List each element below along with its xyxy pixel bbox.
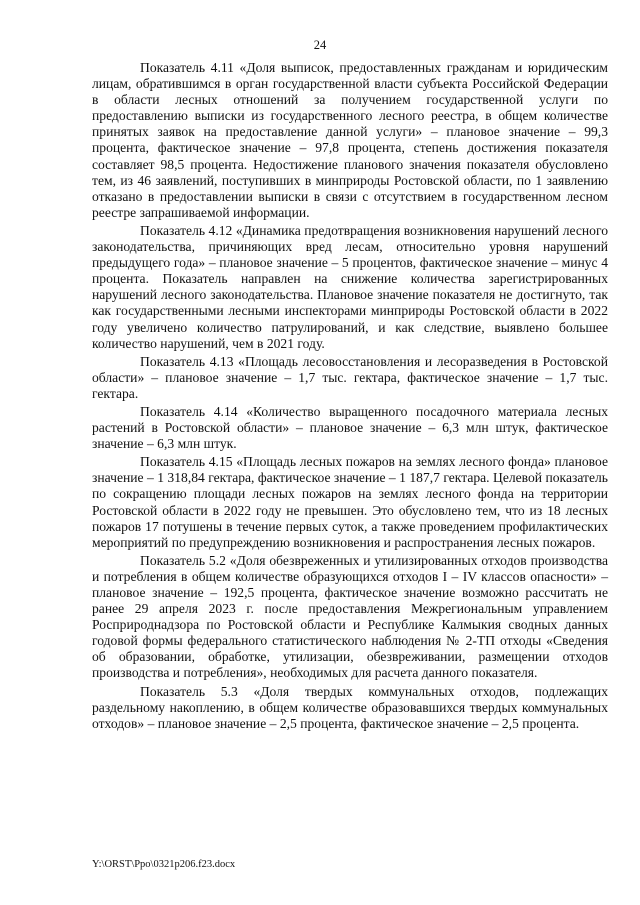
paragraph-indicator-4-11: Показатель 4.11 «Доля выписок, предоставленных гражданам и юридическим лицам, обратившимся в орган государственной власти субъекта Российской Федерации в области лесных отношений за получением государственной услуги по предоставлению выписки из государственного лесного реестра, в общем количестве принятых заявок на предоставление данной услуги» – плановое значение – 99,3 процента, фактическое значение – 97,8 процента, степень достижения показателя составляет 98,5 процента. Недостижение планового значения показателя обусловлено тем, из 46 заявлений, поступивших в минприроды Ростовской области, по 1 заявлению отказано в предоставлении выписки в связи с отсутствием в государственном лесном реестре запрашиваемой информации. [92, 60, 608, 220]
paragraph-indicator-4-12: Показатель 4.12 «Динамика предотвращения возникновения нарушений лесного законодательства, причиняющих вред лесам, относительно уровня нарушений предыдущего года» – плановое значение – 5 процентов, фактическое значение – минус 4 процента. Показатель направлен на снижение количества зарегистрированных нарушений лесного законодательства. Плановое значение показателя не достигнуто, так как государственными лесными инспекторами минприроды Ростовской области в 2022 году увеличено количество патрулирований, и как следствие, выявлено большее количество нарушений, чем в 2021 году. [92, 222, 608, 351]
paragraph-indicator-5-2: Показатель 5.2 «Доля обезвреженных и утилизированных отходов производства и потребления в общем количестве образующихся отходов I – IV классов опасности» – плановое значение – 192,5 процента, фактическое значение возможно рассчитать не ранее 29 апреля 2023 г. после предоставления Межрегиональным управлением Росприроднадзора по Ростовской области и Республике Калмыкия сводных данных годовой формы федерального статистического наблюдения № 2-ТП отходы «Сведения об образовании, обработке, утилизации, обезвреживании, размещении отходов производства и потребления», необходимых для расчета данного показателя. [92, 552, 608, 681]
paragraph-indicator-4-13: Показатель 4.13 «Площадь лесовосстановления и лесоразведения в Ростовской области» – плановое значение – 1,7 тыс. гектара, фактическое значение – 1,7 тыс. гектара. [92, 353, 608, 401]
page-number: 24 [313, 38, 327, 52]
document-body [92, 60, 608, 734]
paragraph-indicator-4-14: Показатель 4.14 «Количество выращенного посадочного материала лесных растений в Ростовской области» – плановое значение – 6,3 млн штук, фактическое значение – 6,3 млн штук. [92, 403, 608, 452]
footer-file-path: Y:\ORST\Ppo\0321p206.f23.docx [92, 859, 236, 870]
paragraph-indicator-4-15: Показатель 4.15 «Площадь лесных пожаров на землях лесного фонда» плановое значение – 1 318,84 гектара, фактическое значение – 1 187,7 гектара. Целевой показатель по сокращению площади лесных пожаров на землях лесного фонда на территории Ростовской области в 2022 году не превышен. Это обусловлено тем, что из 18 лесных пожаров 17 потушены в течение первых суток, а также проведением профилактических мероприятий по предупреждению возникновения и распространения лесных пожаров. [92, 454, 608, 550]
paragraph-indicator-5-3: Показатель 5.3 «Доля твердых коммунальных отходов, подлежащих раздельному накоплению, в общем количестве образовавшихся твердых коммунальных отходов» – плановое значение – 2,5 процента, фактическое значение – 2,5 процента. [92, 683, 608, 731]
